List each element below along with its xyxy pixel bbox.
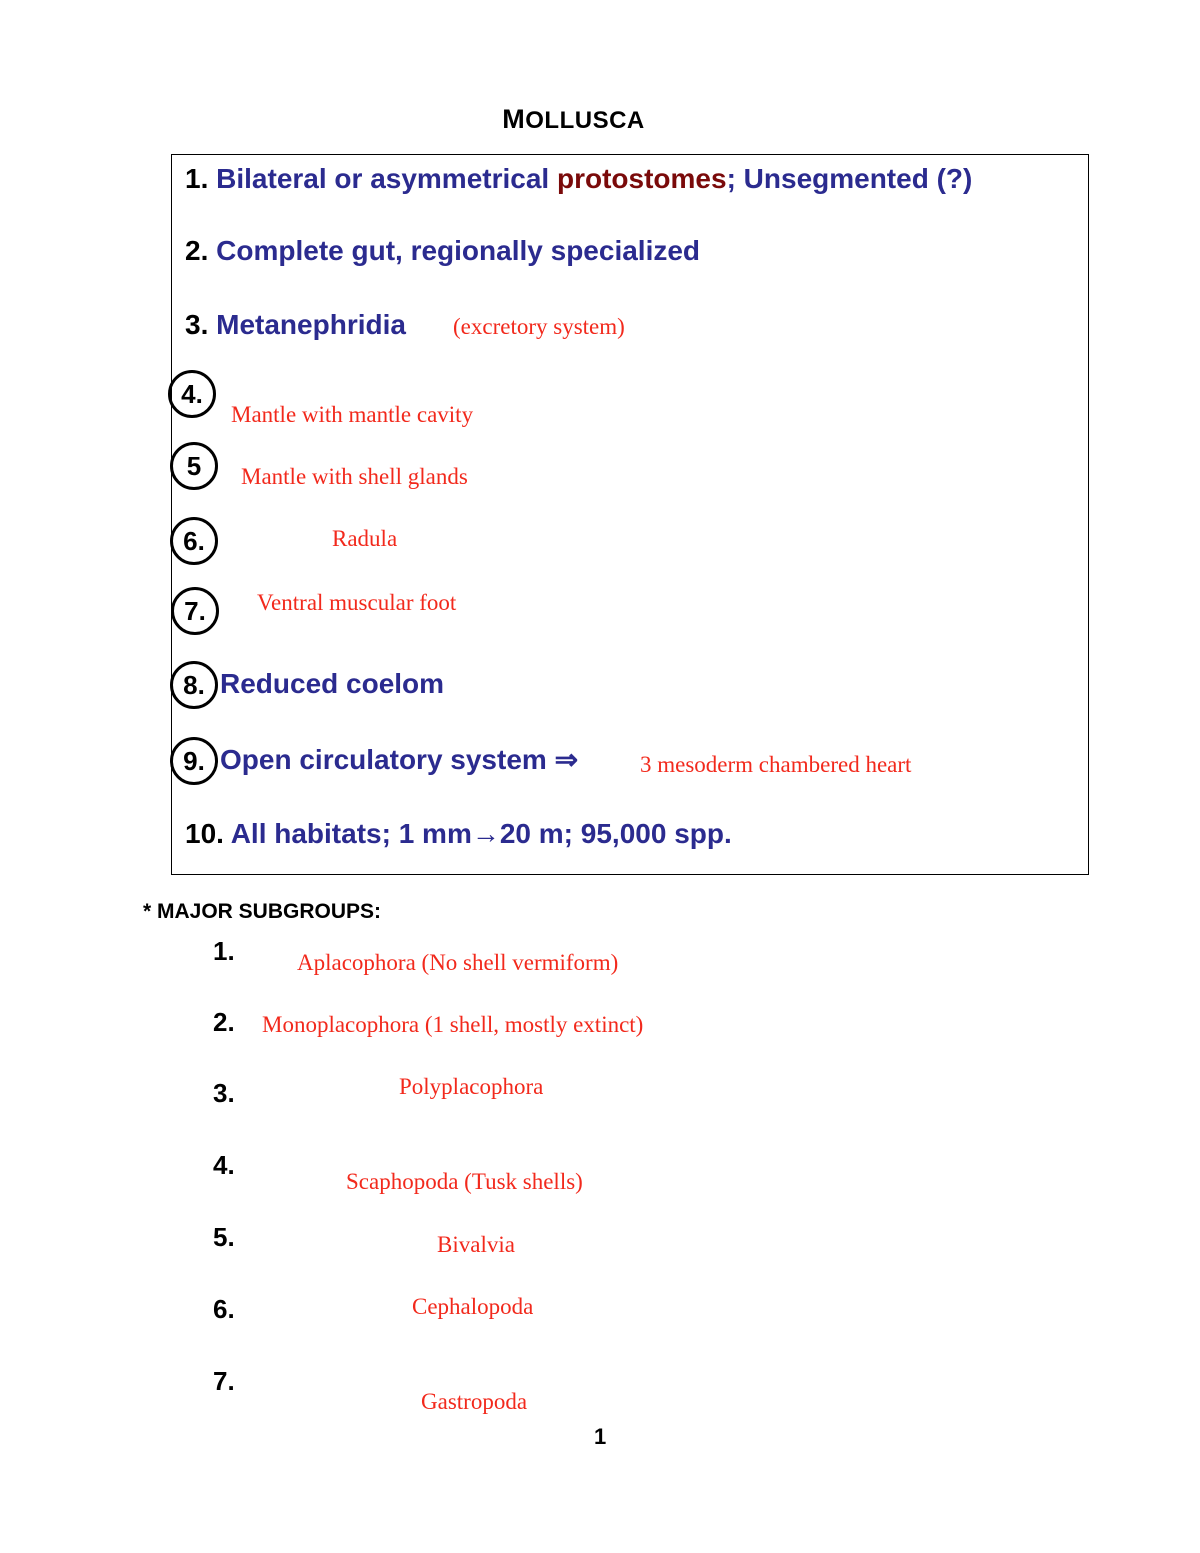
feature-3-note: (excretory system) — [453, 314, 625, 339]
feature-4-number-circle: 4. — [168, 370, 216, 418]
feature-3 — [185, 309, 406, 341]
feature-7-note: Ventral muscular foot — [257, 590, 457, 615]
feature-2-number: 2. — [185, 235, 209, 266]
feature-1-suffix: ; Unsegmented (?) — [726, 163, 973, 194]
feature-1-text: Bilateral or asymmetrical — [216, 163, 550, 194]
subgroup-7-number: 7. — [213, 1366, 235, 1396]
feature-1-highlight: protostomes — [556, 163, 727, 194]
feature-2 — [185, 235, 700, 267]
subgroup-5-name: Bivalvia — [437, 1232, 515, 1257]
feature-10-suffix: 20 m; 95,000 spp. — [499, 818, 732, 849]
feature-6-note: Radula — [332, 526, 398, 551]
feature-1-number: 1. — [185, 163, 209, 194]
feature-3-number: 3. — [185, 309, 209, 340]
feature-2-text: Complete gut, regionally specialized — [216, 235, 701, 266]
feature-7-number-circle: 7. — [171, 587, 219, 635]
feature-8-number-circle: 8. — [170, 661, 218, 709]
subgroup-2-number: 2. — [213, 1007, 235, 1037]
feature-6-number-circle: 6. — [170, 517, 218, 565]
subgroup-5-number: 5. — [213, 1222, 235, 1252]
implies-arrow-icon: ⇒ — [554, 744, 579, 775]
page-number: 1 — [594, 1424, 607, 1449]
feature-9-number-circle: 9. — [170, 737, 218, 785]
feature-9-text: Open circulatory system — [220, 744, 547, 775]
subgroup-3-name: Polyplacophora — [399, 1074, 544, 1099]
feature-3-text: Metanephridia — [216, 309, 406, 340]
feature-9-note: 3 mesoderm chambered heart — [640, 752, 912, 777]
feature-10-text: All habitats; 1 mm — [230, 818, 472, 849]
page-title: MOLLUSCA — [502, 104, 645, 134]
subgroup-4-name: Scaphopoda (Tusk shells) — [346, 1169, 583, 1194]
feature-8-text: Reduced coelom — [220, 668, 445, 699]
feature-5-number-circle: 5 — [170, 442, 218, 490]
subgroup-2-name: Monoplacophora (1 shell, mostly extinct) — [262, 1012, 644, 1037]
subgroup-4-number: 4. — [213, 1150, 235, 1180]
feature-10 — [185, 818, 732, 850]
feature-1 — [185, 163, 972, 195]
subgroups-heading: * MAJOR SUBGROUPS: — [143, 900, 382, 923]
feature-10-number: 10. — [185, 818, 224, 849]
subgroup-1-name: Aplacophora (No shell vermiform) — [297, 950, 619, 975]
feature-4-note: Mantle with mantle cavity — [231, 402, 474, 427]
subgroup-6-name: Cephalopoda — [412, 1294, 534, 1319]
subgroup-3-number: 3. — [213, 1078, 235, 1108]
feature-5-note: Mantle with shell glands — [241, 464, 468, 489]
feature-9 — [220, 743, 578, 776]
subgroup-7-name: Gastropoda — [421, 1389, 528, 1414]
subgroup-6-number: 6. — [213, 1294, 235, 1324]
subgroup-1-number: 1. — [213, 936, 235, 966]
right-arrow-icon: → — [471, 818, 500, 849]
